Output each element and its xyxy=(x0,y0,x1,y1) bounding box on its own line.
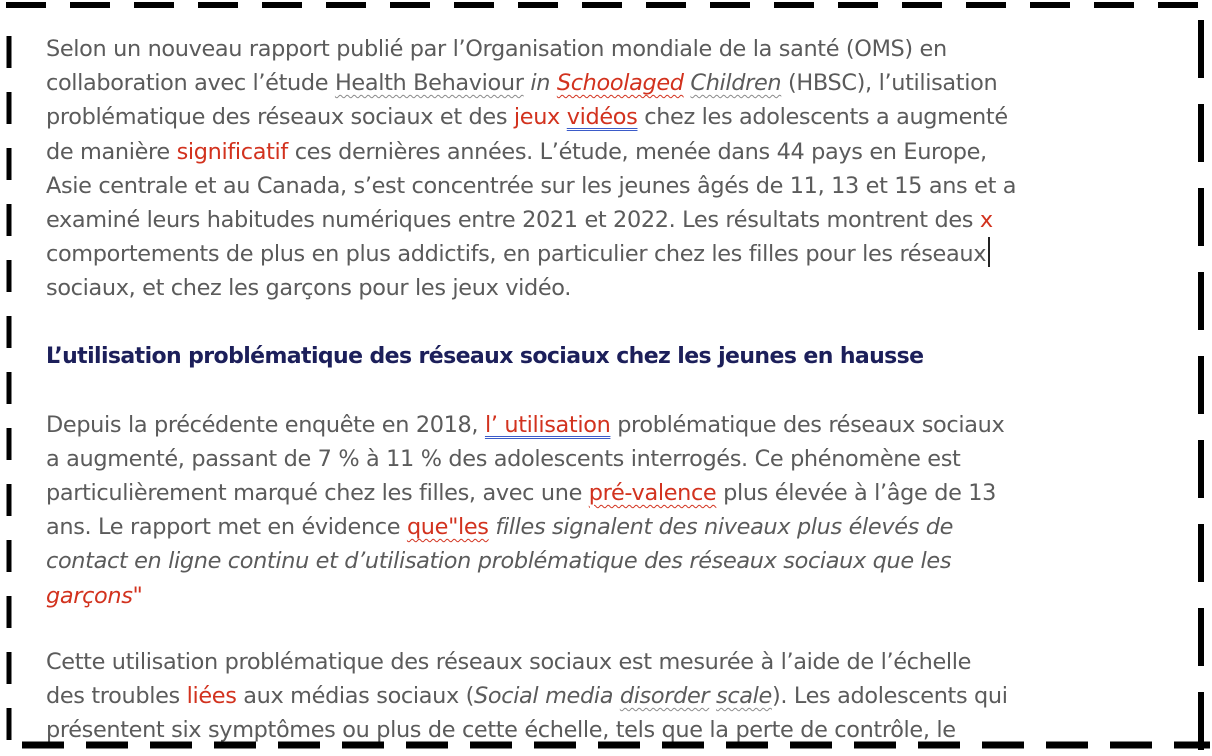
text-line: ans. Le rapport met en évidence que"les filles signalent des niveaux plus élevés de xyxy=(46,514,954,541)
text-line: garçons" xyxy=(46,582,143,609)
document-body[interactable] xyxy=(46,32,1166,756)
text-line: particulièrement marqué chez les filles, avec une pré-valence plus élevée à l’âge de 13 xyxy=(46,480,997,507)
text-line: de manière significatif ces dernières années. L’étude, menée dans 44 pays en Europe, xyxy=(46,138,987,165)
highlighted-word[interactable]: significatif xyxy=(176,138,288,165)
highlighted-word[interactable]: jeux xyxy=(513,104,560,131)
text-line: examiné leurs habitudes numériques entre 2021 et 2022. Les résultats montrent des x xyxy=(46,207,993,234)
text-line: comportements de plus en plus addictifs, en particulier chez les filles pour les réseaux xyxy=(46,237,1166,271)
text-line: contact en ligne continu et d’utilisation problématique des réseaux sociaux que les xyxy=(46,548,952,575)
grammar-flag[interactable]: Children xyxy=(690,70,782,97)
text-line: Depuis la précédente enquête en 2018, l’ utilisation problématique des réseaux sociaux xyxy=(46,411,1005,438)
spelling-error[interactable]: pré-valence xyxy=(588,480,717,507)
section-heading: L’utilisation problématique des réseaux sociaux chez les jeunes en hausse xyxy=(46,343,924,369)
spelling-error[interactable]: Schoolaged xyxy=(556,70,684,97)
text-line: des troubles liées aux médias sociaux (Social media disorder scale). Les adolescents qui xyxy=(46,683,1008,710)
grammar-flag[interactable]: scale xyxy=(716,683,772,710)
text-line: présentent six symptômes ou plus de cette échelle, tels que la perte de contrôle, le xyxy=(46,717,956,744)
grammar-flag[interactable]: Health Behaviour xyxy=(334,70,524,97)
paragraph-3 xyxy=(46,645,1166,748)
spelling-error[interactable]: que"les xyxy=(406,514,489,541)
text-line: Cette utilisation problématique des réseaux sociaux est mesurée à l’aide de l’échelle xyxy=(46,648,972,675)
paragraph-1 xyxy=(46,32,1166,306)
highlighted-word[interactable]: liées xyxy=(186,683,237,710)
text-line: collaboration avec l’étude Health Behaviour in Schoolaged Children (HBSC), l’utilisation xyxy=(46,70,998,97)
text-line: Selon un nouveau rapport publié par l’Organisation mondiale de la santé (OMS) en xyxy=(46,36,947,62)
text-line: a augmenté, passant de 7 % à 11 % des adolescents interrogés. Ce phénomène est xyxy=(46,445,961,472)
highlighted-word[interactable]: x xyxy=(979,207,993,234)
text-line: problématique des réseaux sociaux et des jeux vidéos chez les adolescents a augmenté xyxy=(46,104,1008,131)
text-cursor xyxy=(988,237,990,267)
paragraph-2 xyxy=(46,408,1166,613)
text-line: Asie centrale et au Canada, s’est concentrée sur les jeunes âgés de 11, 13 et 15 ans et a xyxy=(46,172,1017,199)
text-line: sociaux, et chez les garçons pour les jeux vidéo. xyxy=(46,275,572,302)
grammar-flag[interactable]: disorder xyxy=(619,683,710,710)
grammar-error[interactable]: l’ utilisation xyxy=(484,411,611,438)
grammar-error[interactable]: vidéos xyxy=(566,104,638,131)
